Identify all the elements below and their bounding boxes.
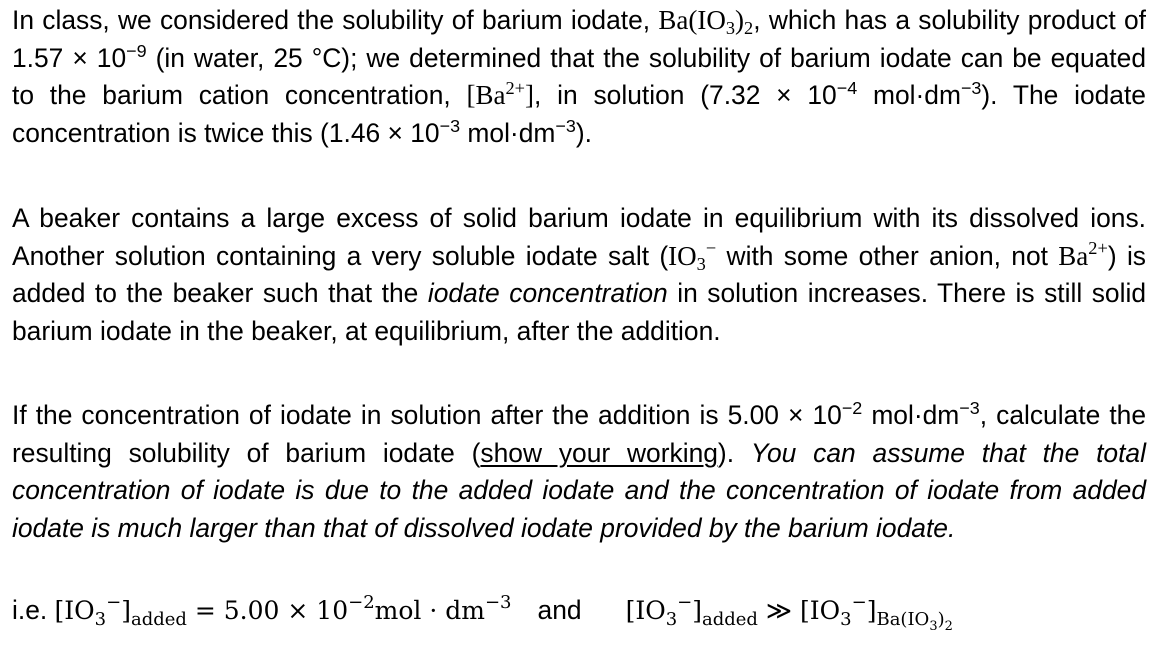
emphasis-iodate-concentration: iodate concentration (427, 278, 668, 308)
text-span: ) is added to the beaker such that the (12, 240, 1147, 308)
paragraph-scenario (12, 200, 1146, 350)
text-span: A beaker contains a large excess of solid barium iodate in equilibrium with its dissolved ions. Another solution containing a very soluble iodate salt ( (12, 203, 1146, 271)
text-span: mol·dm (862, 400, 960, 430)
text-span: , in solution (7.32 × 10 (534, 80, 837, 110)
paragraph-context (12, 2, 1146, 152)
much-greater-relation: $[IO_3^-]_{added}$ ≫ $[IO_3^-]_{Ba(IO_3)_2}$ (625, 592, 953, 634)
text-span: ). The iodate concentration is twice this (1.46 × 10 (12, 80, 1146, 148)
unit-exponent: −3 (960, 78, 982, 99)
and-word: and (537, 595, 582, 625)
text-span: ). (717, 437, 751, 468)
barium-iodate-formula: $Ba(IO_3)_2$ (658, 5, 754, 39)
text-span: , which has a solubility product of 1.57 × 10 (12, 5, 1147, 73)
added-iodate-equation: $[IO_3^-]_{added} = 5.00 \times 10^{-2}mol \cdot dm^{-3}$ (54, 592, 512, 631)
solubility-exponent: −4 (836, 78, 858, 99)
iodate-ion-formula: $IO_3^-$ (668, 238, 717, 274)
text-span: in solution increases. There is still solid barium iodate in the beaker, at equilibrium, after the addition. (12, 278, 1146, 346)
text-span: In class, we considered the solubility of barium iodate, (12, 5, 659, 35)
equation-line (12, 592, 1146, 634)
ksp-exponent: −9 (126, 40, 147, 61)
text-span: mol·dm (460, 117, 556, 148)
iodate-exponent: −3 (439, 115, 461, 136)
show-working-instruction: show your working (480, 437, 718, 468)
unit-exponent: −3 (555, 115, 576, 136)
text-span: mol·dm (857, 80, 961, 110)
text-span: , calculate the resulting solubility of barium iodate ( (12, 400, 1146, 468)
barium-iodate-subscript: Ba(IO3)2 (876, 609, 953, 634)
text-span: If the concentration of iodate in solution after the addition is 5.00 × 10 (12, 400, 842, 430)
concentration-exponent: −2 (841, 398, 863, 419)
text-span: with some other anion, not (716, 240, 1059, 271)
ie-label: i.e. (12, 595, 55, 625)
barium-ion-formula: $Ba^{2+}$ (1058, 238, 1108, 271)
paragraph-task (12, 397, 1146, 547)
barium-cation-concentration: $[Ba^{2+}]$ (466, 77, 535, 110)
text-span: (in water, 25 °C); we determined that the solubility of barium iodate can be equated to the barium cation concentration, (12, 42, 1146, 110)
text-span: ). (575, 117, 592, 148)
assumption-note: You can assume that the total concentration of iodate is due to the added iodate and the concentration of iodate from added iodate is much larger than that of dissolved iodate provided by the barium iodate. (12, 437, 1146, 543)
unit-exponent: −3 (959, 398, 980, 419)
